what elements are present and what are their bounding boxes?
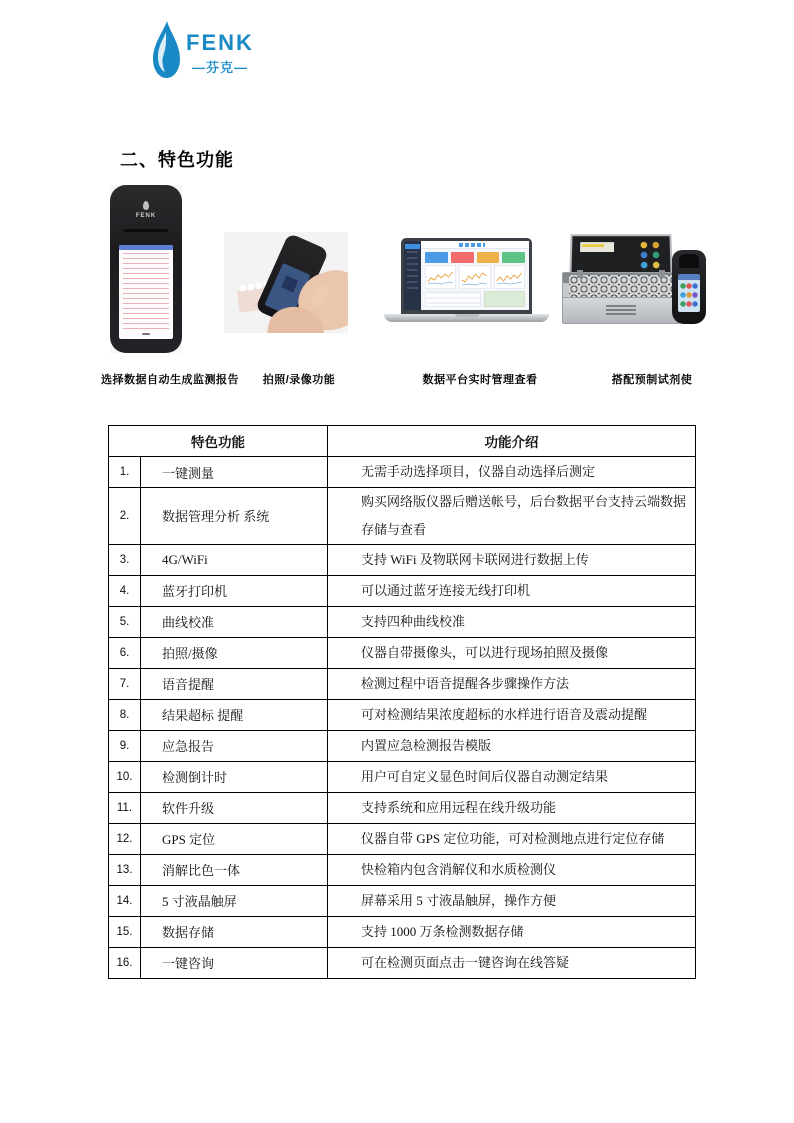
- tester-screen-app-grid: [678, 274, 700, 312]
- handheld-device: [110, 185, 182, 353]
- table-row: [109, 668, 696, 699]
- table-row: [109, 575, 696, 606]
- features-table: [108, 425, 696, 979]
- table-row: [109, 761, 696, 792]
- tester-head: [679, 254, 699, 268]
- description-cell: 支持 WiFi 及物联网卡联网进行数据上传: [328, 544, 696, 575]
- table-row: [109, 792, 696, 823]
- description-cell: 购买网络版仪器后赠送帐号，后台数据平台支持云端数据存储与查看: [328, 488, 696, 545]
- description-cell: 仪器自带 GPS 定位功能，可对检测地点进行定位存储: [328, 823, 696, 854]
- dashboard: [404, 241, 529, 310]
- row-number-cell: 3.: [109, 544, 141, 575]
- photo-reagent-case: [560, 234, 710, 327]
- row-number-cell: 10.: [109, 761, 141, 792]
- records-table: [425, 291, 481, 307]
- caption-prefab-reagent: 搭配预制试剂使: [611, 374, 693, 386]
- feature-cell: GPS 定位: [141, 823, 328, 854]
- row-number-cell: 8.: [109, 699, 141, 730]
- description-cell: 支持系统和应用远程在线升级功能: [328, 792, 696, 823]
- table-row: [109, 885, 696, 916]
- section-heading: 二、特色功能: [120, 150, 234, 170]
- case-body: [562, 272, 680, 324]
- dashboard-sidebar: [404, 241, 421, 310]
- line-chart-2: [459, 265, 490, 289]
- description-cell: 无需手动选择项目，仪器自动选择后测定: [328, 457, 696, 488]
- description-cell: 检测过程中语音提醒各步骤操作方法: [328, 668, 696, 699]
- description-cell: 仪器自带摄像头，可以进行现场拍照及摄像: [328, 637, 696, 668]
- dashboard-main: [421, 241, 529, 310]
- table-row: [109, 916, 696, 947]
- table-row: [109, 699, 696, 730]
- feature-cell: 曲线校准: [141, 606, 328, 637]
- caption-photo-video: 拍照/录像功能: [262, 374, 336, 386]
- row-number-cell: 16.: [109, 947, 141, 978]
- line-chart-3: [494, 265, 525, 289]
- case-front: [563, 297, 679, 323]
- photo-data-platform-laptop: [384, 238, 549, 326]
- feature-cell: 软件升级: [141, 792, 328, 823]
- feature-cell: 一键测量: [141, 457, 328, 488]
- photo-handheld-report-device: [110, 185, 182, 353]
- stat-card-green: [502, 252, 525, 263]
- row-number-cell: 15.: [109, 916, 141, 947]
- table-header-row: [109, 426, 696, 457]
- row-number-cell: 4.: [109, 575, 141, 606]
- feature-cell: 数据管理分析 系统: [141, 488, 328, 545]
- dashboard-bottom: [421, 289, 529, 309]
- line-chart-1: [425, 265, 456, 289]
- description-cell: 用户可自定义显色时间后仪器自动测定结果: [328, 761, 696, 792]
- row-number-cell: 1.: [109, 457, 141, 488]
- row-number-cell: 6.: [109, 637, 141, 668]
- table-row: [109, 823, 696, 854]
- fenk-logo: [150, 20, 254, 80]
- report-text-lines: [123, 253, 169, 329]
- reagent-bottles: [638, 240, 665, 270]
- table-row: [109, 947, 696, 978]
- table-row: [109, 457, 696, 488]
- table-row: [109, 854, 696, 885]
- table-row: [109, 544, 696, 575]
- logo-brand-chinese: —芬克—: [191, 60, 248, 75]
- device-brand-label: FENK: [135, 213, 157, 219]
- water-drop-icon: [150, 20, 182, 80]
- description-cell: 可对检测结果浓度超标的水样进行语音及震动提醒: [328, 699, 696, 730]
- feature-cell: 检测倒计时: [141, 761, 328, 792]
- stat-card-red: [451, 252, 474, 263]
- description-cell: 可以通过蓝牙连接无线打印机: [328, 575, 696, 606]
- reagent-vials: [569, 275, 673, 297]
- row-number-cell: 12.: [109, 823, 141, 854]
- feature-cell: 消解比色一体: [141, 854, 328, 885]
- stat-cards: [421, 249, 529, 265]
- device-home-button: [142, 333, 150, 335]
- feature-cell: 语音提醒: [141, 668, 328, 699]
- device-statusbar: [119, 245, 173, 250]
- laptop-screen: [401, 238, 532, 314]
- table-row: [109, 730, 696, 761]
- description-cell: 屏幕采用 5 寸液晶触屏，操作方便: [328, 885, 696, 916]
- logo-brand: FENK: [186, 30, 254, 55]
- table-row: [109, 637, 696, 668]
- header-description: 功能介绍: [328, 426, 696, 457]
- case-manual: [580, 242, 614, 252]
- row-number-cell: 5.: [109, 606, 141, 637]
- handheld-tester: [672, 250, 706, 324]
- device-flame-icon: [143, 201, 149, 210]
- feature-cell: 5 寸液晶触屏: [141, 885, 328, 916]
- row-number-cell: 9.: [109, 730, 141, 761]
- description-cell: 可在检测页面点击一键咨询在线答疑: [328, 947, 696, 978]
- feature-cell: 拍照/摄像: [141, 637, 328, 668]
- row-number-cell: 11.: [109, 792, 141, 823]
- description-cell: 快检箱内包含消解仪和水质检测仪: [328, 854, 696, 885]
- photo-hands-capture: [224, 232, 348, 333]
- dashboard-tabs: [459, 243, 485, 247]
- device-printer-slot: [124, 229, 168, 232]
- row-number-cell: 2.: [109, 488, 141, 545]
- table-row: [109, 488, 696, 545]
- map-panel: [484, 291, 525, 307]
- feature-cell: 一键咨询: [141, 947, 328, 978]
- case-latch-right: [659, 270, 665, 278]
- stat-card-blue: [425, 252, 448, 263]
- row-number-cell: 7.: [109, 668, 141, 699]
- description-cell: 内置应急检测报告模版: [328, 730, 696, 761]
- device-screen: [119, 245, 173, 339]
- laptop-base: [384, 314, 549, 322]
- row-number-cell: 13.: [109, 854, 141, 885]
- feature-cell: 蓝牙打印机: [141, 575, 328, 606]
- feature-cell: 结果超标 提醒: [141, 699, 328, 730]
- line-charts: [421, 265, 529, 289]
- stat-card-yellow: [477, 252, 500, 263]
- logo-text: [186, 32, 254, 76]
- row-number-cell: 14.: [109, 885, 141, 916]
- feature-cell: 4G/WiFi: [141, 544, 328, 575]
- header-feature: 特色功能: [109, 426, 328, 457]
- caption-data-platform: 数据平台实时管理查看: [422, 374, 538, 386]
- case-lid: [569, 234, 672, 274]
- feature-cell: 应急报告: [141, 730, 328, 761]
- caption-auto-report: 选择数据自动生成监测报告: [101, 374, 239, 386]
- feature-cell: 数据存储: [141, 916, 328, 947]
- case-latch-left: [577, 270, 583, 278]
- table-row: [109, 606, 696, 637]
- description-cell: 支持 1000 万条检测数据存储: [328, 916, 696, 947]
- description-cell: 支持四种曲线校准: [328, 606, 696, 637]
